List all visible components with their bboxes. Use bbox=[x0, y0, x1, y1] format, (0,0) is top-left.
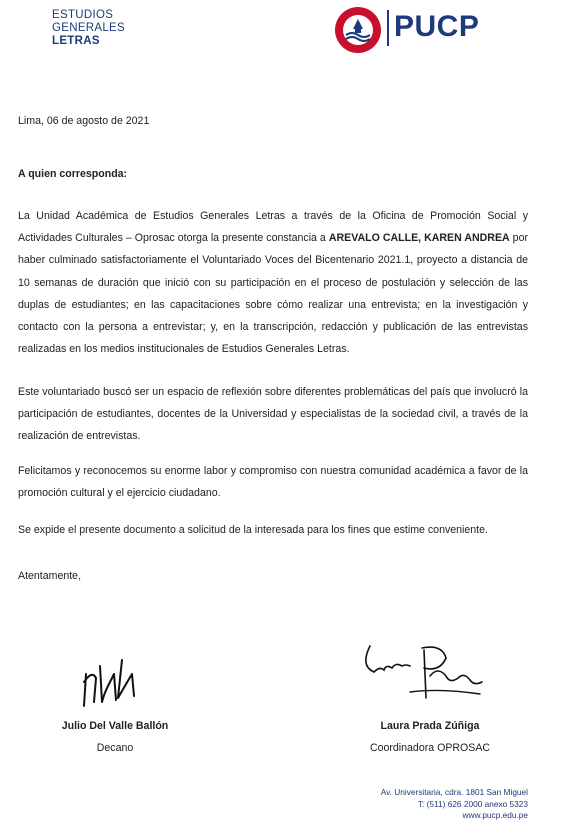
paragraph-3: Felicitamos y reconocemos su enorme labor y compromiso con nuestra comunidad académica a favor de la promoción cultural y el ejercicio ciudadano. bbox=[18, 465, 528, 500]
paragraph-1-rest: por haber culminado satisfactoriamente el Voluntariado Voces del Bicentenario 2021.1, proyecto a distancia de 10 semanas de duración que inició con su participación en el proceso de postulación y selección de las duplas de estudiantes; en las capacitaciones sobre cómo realizar una entrevista; en la investigación y contacto con la persona a entrevistar; y, en la transcripción, redacción y publicación de las entrevistas realizadas en los medios institucionales de Estudios Generales Letras. bbox=[18, 232, 528, 356]
logo-divider bbox=[387, 10, 389, 46]
unit-logo-text bbox=[52, 9, 125, 48]
paragraph-2: Este voluntariado buscó ser un espacio de reflexión sobre diferentes problemáticas del país que involucró la participación de estudiantes, docentes de la Universidad y especialistas de la sociedad civil, a través de la realización de entrevistas. bbox=[18, 386, 528, 443]
pucp-seal-icon bbox=[333, 5, 383, 55]
signer-role: Coordinadora OPROSAC bbox=[369, 742, 491, 754]
signature-coordinadora-icon bbox=[350, 636, 500, 706]
signer-name: Laura Prada Zúñiga bbox=[380, 720, 480, 732]
unit-line-1: ESTUDIOS bbox=[52, 9, 114, 21]
signature-decano-icon bbox=[78, 644, 158, 710]
salutation: A quien corresponda: bbox=[18, 168, 128, 180]
unit-line-3: LETRAS bbox=[52, 35, 100, 47]
paragraph-1-intro: La Unidad Académica de Estudios Generales Letras a través de la Oficina de Promoción Social y Actividades Culturales – Oprosac otorga la presente constancia a bbox=[18, 210, 528, 245]
signature-block-decano bbox=[40, 720, 190, 754]
unit-line-2: GENERALES bbox=[52, 22, 126, 34]
closing: Atentamente, bbox=[18, 570, 82, 582]
footer-phone: T: (511) 626 2000 anexo 5323 bbox=[417, 798, 528, 809]
signer-name: Julio Del Valle Ballón bbox=[61, 720, 169, 732]
footer-address: Av. Universitaria, cdra. 1801 San Miguel bbox=[380, 787, 528, 797]
letter-date: Lima, 06 de agosto de 2021 bbox=[18, 115, 150, 127]
paragraph-1 bbox=[18, 205, 528, 360]
footer-website[interactable]: www.pucp.edu.pe bbox=[462, 810, 528, 820]
paragraph-4: Se expide el presente documento a solicitud de la interesada para los fines que estime conveniente. bbox=[18, 524, 488, 536]
signer-role: Decano bbox=[96, 742, 134, 754]
footer-contact bbox=[381, 787, 528, 822]
signature-block-coordinadora bbox=[345, 720, 515, 754]
recipient-name: AREVALO CALLE, KAREN ANDREA bbox=[328, 232, 510, 245]
pucp-logo-text: PUCP bbox=[394, 10, 480, 43]
